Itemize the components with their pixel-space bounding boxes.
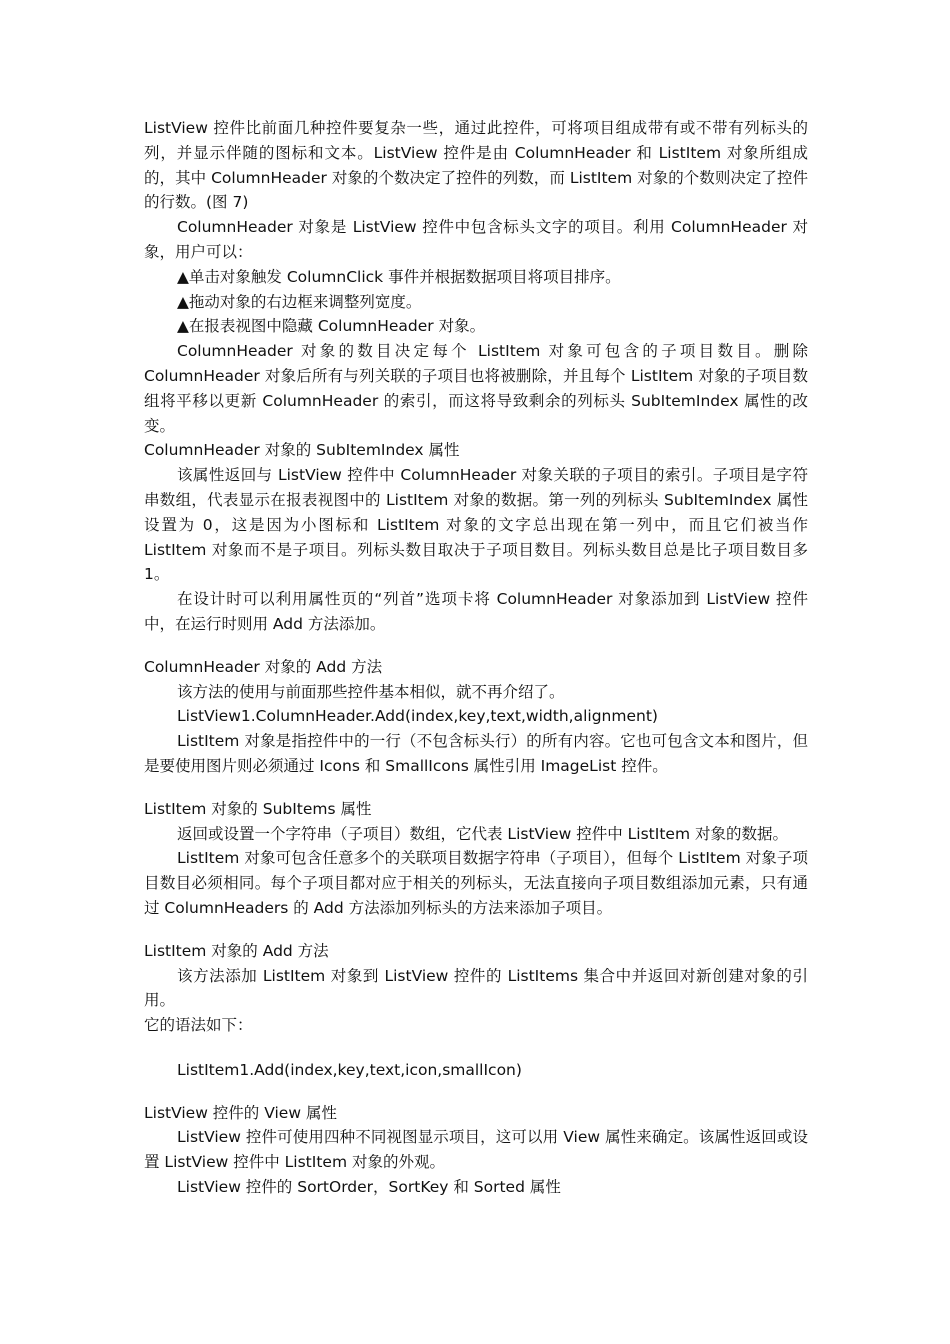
paragraph-sort-properties: ListView 控件的 SortOrder，SortKey 和 Sorted 属性	[177, 1178, 561, 1197]
paragraph-intro: ListView 控件比前面几种控件要复杂一些，通过此控件，可将项目组成带有或不带有列标头的列，并显示伴随的图标和文本。ListView 控件是由 ColumnHeader 和 ListItem 对象所组成的，其中 ColumnHeader 对象的个数决定了控件的列数，而 ListItem 对象的个数则决定了控件的行数。(图 7)	[144, 119, 808, 212]
section-heading: ListItem 对象的 SubItems 属性	[144, 799, 372, 818]
section-heading: ColumnHeader 对象的 Add 方法	[144, 657, 383, 676]
section-heading: ListItem 对象的 Add 方法	[144, 941, 329, 960]
code-line: ListView1.ColumnHeader.Add(index,key,text,width,alignment)	[177, 707, 658, 726]
code-line: ListItem1.Add(index,key,text,icon,smallIcon)	[177, 1060, 522, 1079]
paragraph-listitem-add: 该方法添加 ListItem 对象到 ListView 控件的 ListItems 集合中并返回对新创建对象的引用。	[144, 966, 808, 1010]
section-heading: ColumnHeader 对象的 SubItemIndex 属性	[144, 441, 460, 460]
paragraph-syntax-intro: 它的语法如下：	[144, 1016, 253, 1035]
paragraph-add-method: 该方法的使用与前面那些控件基本相似，就不再介绍了。	[177, 682, 565, 701]
paragraph-design-time: 在设计时可以利用属性页的“列首”选项卡将 ColumnHeader 对象添加到 ListView 控件中，在运行时则用 Add 方法添加。	[144, 590, 808, 633]
paragraph-columnheader-count: ColumnHeader 对象的数目决定每个 ListItem 对象可包含的子项目数目。删除 ColumnHeader 对象后所有与列关联的子项目也将被删除，并且每个 ListItem 对象的子项目数组将平移以更新 ColumnHeader 的索引，而这将导致剩余的列标头 SubItemIndex 属性的改变。	[144, 342, 808, 435]
bullet-item: ▲拖动对象的右边框来调整列宽度。	[177, 292, 422, 311]
paragraph-subitems-detail: ListItem 对象可包含任意多个的关联项目数据字符串（子项目），但每个 ListItem 对象子项目数目必须相同。每个子项目都对应于相关的列标头，无法直接向子项目数组添加元素，只有通过 ColumnHeaders 的 Add 方法添加列标头的方法来添加子项目。	[144, 849, 808, 917]
bullet-item: ▲单击对象触发 ColumnClick 事件并根据数据项目将项目排序。	[177, 267, 621, 286]
paragraph-listitem: ListItem 对象是指控件中的一行（不包含标头行）的所有内容。它也可包含文本和图片，但是要使用图片则必须通过 Icons 和 SmallIcons 属性引用 ImageList 控件。	[144, 732, 808, 775]
paragraph-subitems: 返回或设置一个字符串（子项目）数组，它代表 ListView 控件中 ListItem 对象的数据。	[177, 824, 788, 843]
document-body	[144, 116, 808, 1200]
paragraph-columnheader-intro: ColumnHeader 对象是 ListView 控件中包含标头文字的项目。利用 ColumnHeader 对象，用户可以：	[144, 218, 808, 261]
paragraph-view-property: ListView 控件可使用四种不同视图显示项目，这可以用 View 属性来确定。该属性返回或设置 ListView 控件中 ListItem 对象的外观。	[144, 1128, 808, 1172]
paragraph-subitemindex: 该属性返回与 ListView 控件中 ColumnHeader 对象关联的子项目的索引。子项目是字符串数组，代表显示在报表视图中的 ListItem 对象的数据。第一列的列标头 SubItemIndex 属性设置为 0，这是因为小图标和 ListItem 对象的文字总出现在第一列中，而且它们被当作 ListItem 对象而不是子项目。列标头数目取决于子项目数目。列标头数目总是比子项目数目多 1。	[144, 466, 808, 584]
bullet-item: ▲在报表视图中隐藏 ColumnHeader 对象。	[177, 317, 486, 336]
section-heading: ListView 控件的 View 属性	[144, 1103, 337, 1122]
